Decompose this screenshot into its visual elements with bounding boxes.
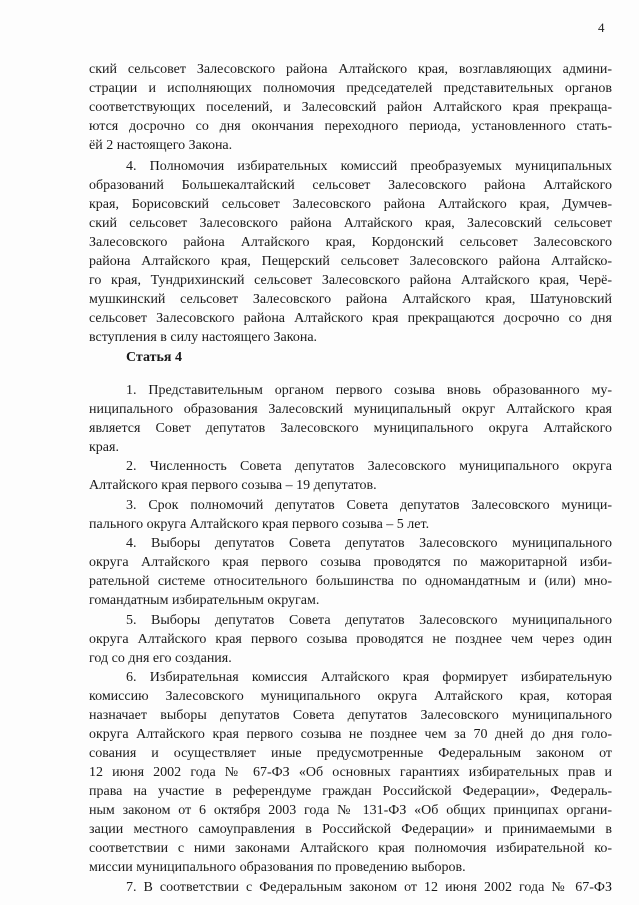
- text-line: соответствии с ними законами Алтайского края полномочия избирательной ко-: [89, 841, 612, 856]
- text-line: района Алтайского края, Пещерский сельсовет Залесовского района Алтайско-: [89, 254, 612, 269]
- text-line: гомандатным избирательным округам.: [89, 593, 320, 608]
- text-line: ёй 2 настоящего Закона.: [89, 138, 233, 153]
- text-line: ным законом от 6 октября 2003 года № 131-ФЗ «Об общих принципах органи-: [89, 803, 612, 818]
- text-line: миссии муниципального образования по проведению выборов.: [89, 860, 466, 875]
- text-line: сельсовет Залесовского района Алтайского края прекращаются досрочно со дня: [89, 311, 612, 326]
- text-line: комиссию Залесовского муниципального округа Алтайского края, которая: [89, 689, 612, 704]
- text-line: Залесовского района Алтайского края, Кордонский сельсовет Залесовского: [89, 235, 612, 250]
- text-line: 12 июня 2002 года № 67-ФЗ «Об основных гарантиях избирательных прав и: [89, 765, 612, 780]
- text-line: назначает выборы депутатов Совета депутатов Залесовского муниципального: [89, 708, 612, 723]
- text-line: рательной системе относительного большинства по одномандатным и (или) мно-: [89, 574, 612, 589]
- text-line: права на участие в референдуме граждан Российской Федерации», Федераль-: [89, 784, 612, 799]
- text-line: 7. В соответствии с Федеральным законом от 12 июня 2002 года № 67-ФЗ: [126, 880, 612, 895]
- text-line: зации местного самоуправления в Российской Федерации» и принимаемыми в: [89, 822, 612, 837]
- text-line: Алтайского края первого созыва – 19 депутатов.: [89, 478, 377, 493]
- text-line: 4. Выборы депутатов Совета депутатов Залесовского муниципального: [126, 536, 612, 551]
- text-line: края, Борисовский сельсовет Залесовского района Алтайского края, Думчев-: [89, 197, 612, 212]
- text-line: сования и осуществляет иные предусмотренные Федеральным законом от: [89, 746, 612, 761]
- text-line: ниципального образования Залесовский муниципальный округ Алтайского края: [89, 402, 612, 417]
- text-line: ский сельсовет Залесовского района Алтайского края, возглавляющих админи-: [89, 62, 612, 77]
- text-line: края.: [89, 440, 119, 455]
- text-line: 5. Выборы депутатов Совета депутатов Залесовского муниципального: [126, 613, 612, 628]
- text-line: ются досрочно со дня окончания переходного периода, установленного стать-: [89, 119, 612, 134]
- text-line: 1. Представительным органом первого созыва вновь образованного му-: [126, 383, 612, 398]
- text-line: округа Алтайского края первого созыва проводятся не позднее чем через один: [89, 632, 612, 647]
- text-line: год со дня его создания.: [89, 651, 232, 666]
- text-line: ский сельсовет Залесовского района Алтайского края, Залесовский сельсовет: [89, 216, 612, 231]
- page-number: 4: [598, 20, 605, 35]
- text-line: округа Алтайского края первого созыва не позднее чем за 70 дней до дня голо-: [89, 727, 612, 742]
- text-line: 3. Срок полномочий депутатов Совета депутатов Залесовского муници-: [126, 498, 612, 513]
- text-line: 2. Численность Совета депутатов Залесовского муниципального округа: [126, 459, 612, 474]
- text-line: страции и исполняющих полномочия председателей представительных органов: [89, 81, 612, 96]
- text-line: го края, Тундрихинский сельсовет Залесовского района Алтайского края, Черё-: [89, 273, 612, 288]
- text-line: соответствующих поселений, и Залесовский район Алтайского края прекраща-: [89, 100, 612, 115]
- text-line: мушкинский сельсовет Залесовского района Алтайского края, Шатуновский: [89, 292, 612, 307]
- article-heading: Статья 4: [126, 350, 182, 365]
- text-line: округа Алтайского края первого созыва проводятся по мажоритарной изби-: [89, 555, 612, 570]
- text-line: является Совет депутатов Залесовского муниципального округа Алтайского: [89, 421, 612, 436]
- text-line: 6. Избирательная комиссия Алтайского края формирует избирательную: [126, 670, 612, 685]
- text-line: 4. Полномочия избирательных комиссий преобразуемых муниципальных: [126, 159, 612, 174]
- text-line: пального округа Алтайского края первого созыва – 5 лет.: [89, 517, 430, 532]
- text-line: образований Большекалтайский сельсовет Залесовского района Алтайского: [89, 178, 612, 193]
- text-line: вступления в силу настоящего Закона.: [89, 330, 318, 345]
